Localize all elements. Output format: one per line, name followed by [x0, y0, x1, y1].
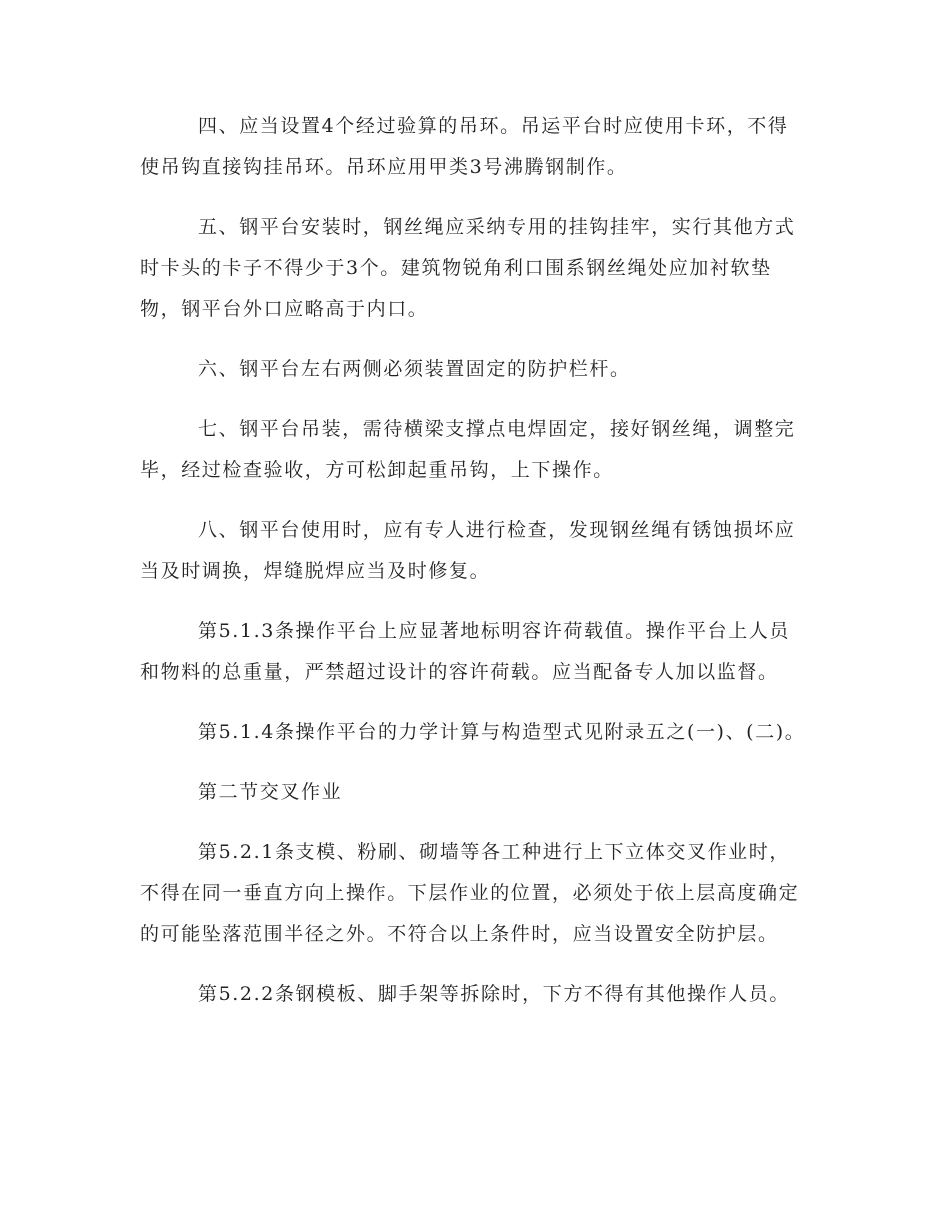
section-heading-cross-work: 第二节交叉作业: [198, 781, 343, 803]
document-body: [140, 106, 808, 1034]
article-5-2-1: 第5.2.1条支模、粉刷、砌墙等各工种进行上下立体交叉作业时，不得在同一垂直方向上操作。下层作业的位置，必须处于依上层高度确定的可能坠落范围半径之外。不符合以上条件时，应当设置安全防护层。: [140, 841, 800, 945]
paragraph-item-7: 七、钢平台吊装，需待横梁支撑点电焊固定，接好钢丝绳，调整完毕，经过检查验收，方可松卸起重吊钩，上下操作。: [140, 418, 796, 481]
paragraph-item-4: 四、应当设置4个经过验算的吊环。吊运平台时应使用卡环，不得使吊钩直接钩挂吊环。吊环应用甲类3号沸腾钢制作。: [140, 115, 789, 178]
article-5-1-3: 第5.1.3条操作平台上应显著地标明容许荷载值。操作平台上人员和物料的总重量，严禁超过设计的容许荷载。应当配备专人加以监督。: [140, 620, 790, 683]
article-5-2-2: 第5.2.2条钢模板、脚手架等拆除时，下方不得有其他操作人员。: [198, 983, 790, 1005]
paragraph-item-8: 八、钢平台使用时，应有专人进行检查，发现钢丝绳有锈蚀损坏应当及时调换，焊缝脱焊应当及时修复。: [140, 519, 796, 582]
paragraph-item-6: 六、钢平台左右两侧必须装置固定的防护栏杆。: [198, 358, 631, 380]
article-5-1-4: 第5.1.4条操作平台的力学计算与构造型式见附录五之(一)、(二)。: [198, 721, 806, 743]
paragraph-item-5: 五、钢平台安装时，钢丝绳应采纳专用的挂钩挂牢，实行其他方式时卡头的卡子不得少于3个。建筑物锐角利口围系钢丝绳处应加衬软垫物，钢平台外口应略高于内口。: [140, 216, 796, 320]
